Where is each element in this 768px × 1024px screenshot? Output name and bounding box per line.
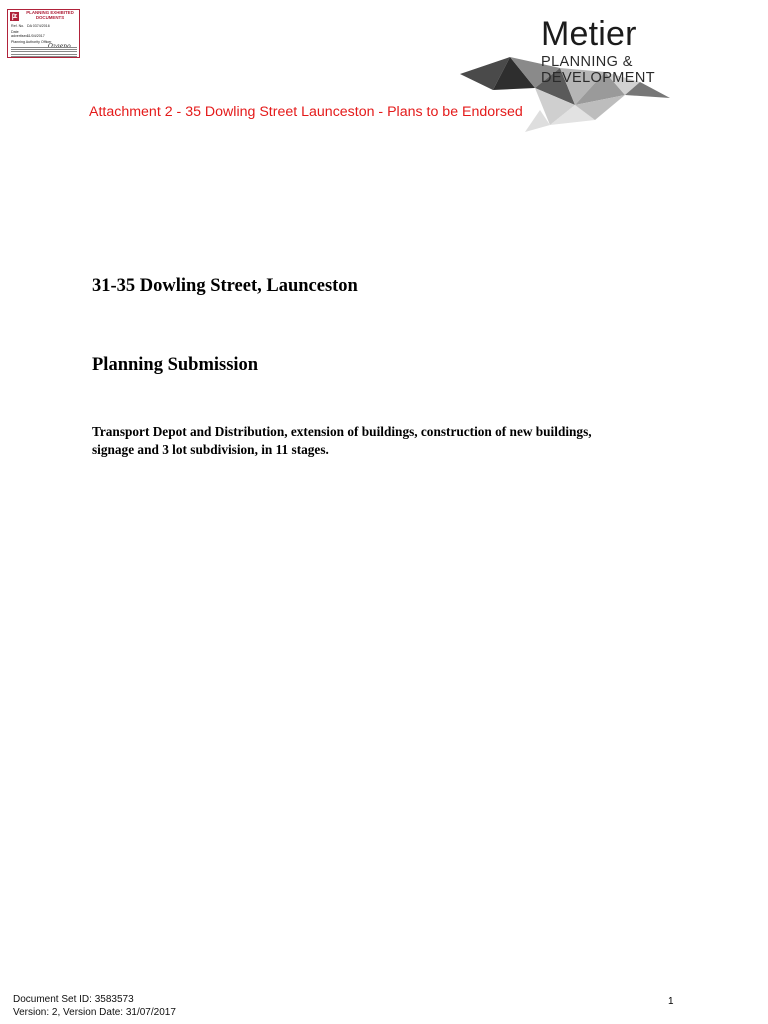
document-footer	[13, 993, 176, 1019]
logo-subline-1: PLANNING &	[541, 54, 633, 70]
stamp-fine-print	[11, 47, 77, 58]
logo-name: Metier	[541, 15, 637, 53]
stamp-date-value: 11/04/2017	[27, 34, 45, 38]
description-line-1: Transport Depot and Distribution, extension of buildings, construction of new buildings,	[92, 424, 592, 439]
council-flag-icon	[10, 12, 19, 21]
stamp-date-row-2	[11, 34, 45, 38]
stamp-title: PLANNING EXHIBITED DOCUMENTS	[26, 10, 74, 20]
logo-subline-2: DEVELOPMENT	[541, 70, 655, 86]
stamp-ref-row	[11, 24, 50, 28]
document-description	[92, 423, 692, 459]
stamp-ref-value: DA 0374/2016	[27, 24, 50, 28]
version-info: Version: 2, Version Date: 31/07/2017	[13, 1007, 176, 1018]
document-subtitle: Planning Submission	[92, 355, 259, 375]
attachment-header: Attachment 2 - 35 Dowling Street Launceston - Plans to be Endorsed	[89, 104, 523, 120]
description-line-2: signage and 3 lot subdivision, in 11 stages.	[92, 442, 329, 457]
stamp-date-label-2: advertised	[11, 34, 28, 38]
stamp-date-label: Date	[11, 30, 19, 34]
planning-exhibited-stamp	[7, 9, 80, 58]
page-number: 1	[668, 996, 674, 1007]
document-set-id: Document Set ID: 3583573	[13, 994, 134, 1005]
stamp-officer-label: Planning Authority Officer	[11, 40, 52, 44]
stamp-ref-label: Ref. No.	[11, 24, 25, 28]
document-address-title: 31-35 Dowling Street, Launceston	[92, 276, 358, 296]
